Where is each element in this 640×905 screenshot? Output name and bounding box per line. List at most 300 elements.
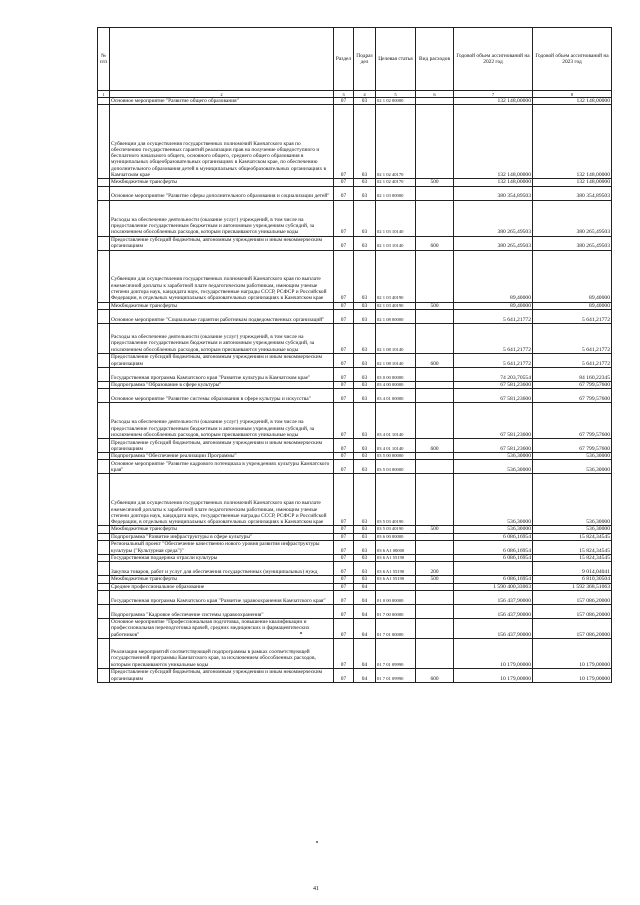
cell-name: Субвенции для осуществления государственных полномочий Камчатского края по выплате ежемесячной доплаты к заработной плате педагогическим работникам, имеющим ученые степени доктора наук, кандидата наук, государственные награды СССР, РСФСР и Российской Федерации, в отдельных муниципальных образовательных организациях в Камчатском крае (110, 250, 334, 302)
cell-pr: 03 (354, 200, 376, 236)
cell-pr: 04 (354, 590, 376, 604)
cell-y2022: 67 581,23600 (454, 381, 533, 388)
cell-y2022: 156 437,90000 (454, 618, 533, 638)
cell-y2022: 132 148,00000 (454, 105, 533, 179)
cell-rz: 07 (334, 250, 354, 302)
table-row (98, 389, 612, 403)
index-cell: 1 (98, 91, 110, 98)
cell-nn (98, 250, 110, 302)
cell-vr (416, 583, 454, 590)
cell-pr: 03 (354, 533, 376, 540)
cell-y2023: 132 148,00000 (533, 105, 612, 179)
cell-pr: 03 (354, 403, 376, 439)
cell-vr (416, 381, 454, 388)
table-row (98, 533, 612, 540)
cell-pr: 03 (354, 367, 376, 381)
cell-name: Основное мероприятие "Профессиональная подготовка, повышение квалификации и профессиональная переподготовка врачей, средних медицинских и фармацевтических работников" (110, 618, 334, 638)
cell-y2022: 6 086,16954 (454, 533, 533, 540)
cell-name: Межбюджетные трансферты (110, 302, 334, 309)
cell-vr: 200 (416, 562, 454, 576)
cell-nn (98, 105, 110, 179)
cell-y2023: 9 014,04041 (533, 562, 612, 576)
cell-y2022: 5 641,21772 (454, 309, 533, 323)
cell-y2023: 15 824,34545 (533, 541, 612, 555)
cell-pr: 03 (354, 302, 376, 309)
table-row (98, 179, 612, 186)
cell-nn (98, 668, 110, 682)
cell-rz: 07 (334, 439, 354, 453)
cell-y2023: 536,30000 (533, 453, 612, 460)
table-row (98, 439, 612, 453)
cell-y2023: 536,30000 (533, 474, 612, 526)
cell-name: Субвенции для осуществления государственных полномочий Камчатского края по выплате ежемесячной доплаты к заработной плате педагогическим работникам, имеющим ученые степени доктора наук, кандидата наук, государственные награды СССР, РСФСР и Российской Федерации, в отдельных муниципальных образовательных организациях в Камчатском крае (110, 474, 334, 526)
cell-name: Реализация мероприятий соответствующей подпрограммы в рамках соответствующей государственной программы Камчатского края, за исключением обособленных расходов, которым присваиваются уникальные коды (110, 638, 334, 668)
index-cell: 3 (334, 91, 354, 98)
cell-name: Государственная программа Камчатского края "Развитие здравоохранения Камчатского края" (110, 590, 334, 604)
cell-name: Субвенции для осуществления государственных полномочий Камчатского края по обеспечению государственных гарантий реализации прав на получение общедоступного и бесплатного начального общего, основного общего, среднего общего образования в муниципальных общеобразовательных организациях в Камчатском крае, по обеспечению дополнительного образования детей в муниципальных общеобразовательных организациях в Камчатском крае (110, 105, 334, 179)
cell-vr (416, 367, 454, 381)
table-row (98, 309, 612, 323)
cell-y2022: 132 148,00000 (454, 98, 533, 105)
cell-y2022: 74 203,70554 (454, 367, 533, 381)
cell-vr: 600 (416, 668, 454, 682)
cell-y2023: 380 265,49503 (533, 200, 612, 236)
table-row (98, 668, 612, 682)
cell-nn (98, 583, 110, 590)
table-row (98, 186, 612, 200)
cell-y2023: 10 179,00000 (533, 668, 612, 682)
cell-y2023: 5 641,21772 (533, 353, 612, 367)
cell-name: Расходы на обеспечение деятельности (оказание услуг) учреждений, в том числе на предоставление государственным бюджетным и автономным учреждениям субсидий, за исключением обособленных расходов, которым присваиваются уникальные коды (110, 323, 334, 353)
cell-pr: 03 (354, 186, 376, 200)
cell-rz: 07 (334, 367, 354, 381)
cell-rz: 07 (334, 526, 354, 533)
cell-rz: 07 (334, 668, 354, 682)
cell-pr: 03 (354, 439, 376, 453)
cell-csr: 01 7 01 09990 (376, 638, 416, 668)
cell-y2023: 15 824,34545 (533, 555, 612, 562)
cell-rz: 07 (334, 618, 354, 638)
cell-vr (416, 590, 454, 604)
cell-vr (416, 98, 454, 105)
cell-rz: 07 (334, 474, 354, 526)
table-row (98, 250, 612, 302)
cell-name: Основное мероприятие "Развитие системы образования в сфере культуры и искусства" (110, 389, 334, 403)
index-cell: 7 (454, 91, 533, 98)
cell-nn (98, 590, 110, 604)
cell-pr: 04 (354, 583, 376, 590)
cell-csr: 01 7 01 09990 (376, 668, 416, 682)
column-index-row (98, 91, 612, 98)
cell-rz: 07 (334, 576, 354, 583)
budget-table (97, 27, 612, 683)
cell-y2022: 67 581,23600 (454, 403, 533, 439)
cell-rz: 07 (334, 604, 354, 618)
cell-rz: 07 (334, 403, 354, 439)
cell-vr (416, 460, 454, 474)
cell-nn (98, 98, 110, 105)
table-row (98, 460, 612, 474)
cell-vr (416, 604, 454, 618)
cell-y2023: 157 086,20000 (533, 604, 612, 618)
cell-name: Предоставление субсидий бюджетным, автономным учреждениям и иным некоммерческим организациям (110, 236, 334, 250)
cell-y2022: 380 265,49503 (454, 236, 533, 250)
cell-pr: 03 (354, 474, 376, 526)
header-2022: Годовой объем ассигнований на 2022 год (454, 28, 533, 91)
cell-y2023: 157 086,20000 (533, 618, 612, 638)
cell-rz: 07 (334, 323, 354, 353)
cell-name: Расходы на обеспечение деятельности (оказание услуг) учреждений, в том числе на предоставление государственным бюджетным и автономным учреждениям субсидий, за исключением обособленных расходов, которым присваиваются уникальные коды (110, 200, 334, 236)
cell-y2022: 132 148,00000 (454, 179, 533, 186)
cell-y2023: 10 179,00000 (533, 638, 612, 668)
cell-csr: 02 1 03 00000 (376, 186, 416, 200)
cell-nn (98, 323, 110, 353)
cell-rz: 07 (334, 302, 354, 309)
cell-csr: 03 5 00 00000 (376, 453, 416, 460)
cell-vr (416, 186, 454, 200)
cell-rz: 07 (334, 186, 354, 200)
cell-rz: 07 (334, 381, 354, 388)
table-row (98, 381, 612, 388)
cell-y2023: 5 641,21772 (533, 309, 612, 323)
cell-vr: 500 (416, 526, 454, 533)
cell-csr: 03 5 03 40190 (376, 474, 416, 526)
cell-vr: 600 (416, 353, 454, 367)
cell-vr (416, 453, 454, 460)
cell-name: Закупка товаров, работ и услуг для обеспечения государственных (муниципальных) нужд (110, 562, 334, 576)
cell-y2023: 67 799,57600 (533, 439, 612, 453)
cell-name: Основное мероприятие "Социальные гарантии работникам подведомственных организаций" (110, 309, 334, 323)
cell-y2022: 10 179,00000 (454, 668, 533, 682)
cell-y2022: 67 581,23600 (454, 389, 533, 403)
cell-pr: 03 (354, 460, 376, 474)
cell-vr: 500 (416, 179, 454, 186)
cell-y2023: 132 148,00000 (533, 179, 612, 186)
cell-nn (98, 526, 110, 533)
cell-csr: 03 4 01 10140 (376, 439, 416, 453)
cell-vr (416, 389, 454, 403)
cell-y2022: 89,40000 (454, 302, 533, 309)
header-csr: Целевая статья (376, 28, 416, 91)
cell-pr: 03 (354, 179, 376, 186)
cell-rz: 07 (334, 555, 354, 562)
table-row (98, 541, 612, 555)
cell-csr: 02 1 03 10140 (376, 200, 416, 236)
cell-vr (416, 403, 454, 439)
cell-vr (416, 250, 454, 302)
table-row (98, 583, 612, 590)
cell-nn (98, 179, 110, 186)
cell-name: Среднее профессиональное образование (110, 583, 334, 590)
header-nn: № п/п (98, 28, 110, 91)
table-row (98, 526, 612, 533)
table-row (98, 576, 612, 583)
cell-pr: 03 (354, 555, 376, 562)
cell-name: Государственная программа Камчатского края "Развитие культуры в Камчатском крае" (110, 367, 334, 381)
cell-nn (98, 474, 110, 526)
cell-y2023: 67 799,57600 (533, 389, 612, 403)
cell-rz: 07 (334, 583, 354, 590)
table-row (98, 200, 612, 236)
cell-y2023: 6 810,30504 (533, 576, 612, 583)
cell-nn (98, 638, 110, 668)
cell-nn (98, 302, 110, 309)
cell-pr: 03 (354, 381, 376, 388)
table-row (98, 353, 612, 367)
cell-name: Межбюджетные трансферты (110, 526, 334, 533)
cell-pr: 03 (354, 309, 376, 323)
cell-y2022: 536,30000 (454, 474, 533, 526)
cell-y2022: 536,30000 (454, 526, 533, 533)
cell-csr: 02 1 03 40190 (376, 250, 416, 302)
cell-vr (416, 541, 454, 555)
cell-rz: 07 (334, 309, 354, 323)
cell-csr: 03 4 00 00000 (376, 381, 416, 388)
cell-rz: 07 (334, 353, 354, 367)
cell-name: Подпрограмма "Обеспечение реализации Программы" (110, 453, 334, 460)
cell-vr (416, 555, 454, 562)
cell-pr: 03 (354, 576, 376, 583)
cell-name: Основное мероприятие "Развитие сферы дополнительного образования и социализации детей" (110, 186, 334, 200)
table-row (98, 367, 612, 381)
cell-pr: 03 (354, 98, 376, 105)
cell-y2022: 380 265,49503 (454, 200, 533, 236)
cell-nn (98, 353, 110, 367)
cell-nn (98, 309, 110, 323)
cell-rz: 07 (334, 200, 354, 236)
scan-speck (316, 841, 318, 843)
cell-vr (416, 323, 454, 353)
cell-csr: 02 1 08 00000 (376, 309, 416, 323)
page-number: 41 (313, 886, 319, 892)
cell-name: Расходы на обеспечение деятельности (оказание услуг) учреждений, в том числе на предоставление государственным бюджетным и автономным учреждениям субсидий, за исключением обособленных расходов, которым присваиваются уникальные коды (110, 403, 334, 439)
index-cell: 8 (533, 91, 612, 98)
cell-rz: 07 (334, 638, 354, 668)
header-vr: Вид расходов (416, 28, 454, 91)
cell-rz: 07 (334, 98, 354, 105)
cell-nn (98, 604, 110, 618)
cell-csr: 02 1 03 40190 (376, 302, 416, 309)
cell-name: Предоставление субсидий бюджетным, автономным учреждениям и иным некоммерческим организациям (110, 353, 334, 367)
table-body (98, 98, 612, 683)
cell-rz: 07 (334, 453, 354, 460)
cell-y2022: 380 354,89503 (454, 186, 533, 200)
cell-y2022: 89,40000 (454, 250, 533, 302)
cell-name: Подпрограмма "Образование в сфере культуры" (110, 381, 334, 388)
cell-y2023: 536,30000 (533, 526, 612, 533)
cell-csr: 02 1 08 10140 (376, 353, 416, 367)
cell-csr: 03 6 A1 55190 (376, 555, 416, 562)
cell-csr: 03 6 00 00000 (376, 533, 416, 540)
cell-vr (416, 533, 454, 540)
table-row (98, 236, 612, 250)
cell-y2023: 5 641,21772 (533, 323, 612, 353)
cell-y2022: 1 590 400,33063 (454, 583, 533, 590)
cell-rz: 07 (334, 562, 354, 576)
header-podrazdel: Подраздел (354, 28, 376, 91)
cell-nn (98, 186, 110, 200)
table-row (98, 323, 612, 353)
cell-nn (98, 541, 110, 555)
cell-y2022: 5 641,21772 (454, 353, 533, 367)
cell-csr: 01 0 00 00000 (376, 590, 416, 604)
cell-nn (98, 453, 110, 460)
table-row (98, 302, 612, 309)
cell-nn (98, 576, 110, 583)
cell-csr: 03 4 01 10140 (376, 403, 416, 439)
cell-nn (98, 403, 110, 439)
cell-y2023: 157 086,20000 (533, 590, 612, 604)
cell-y2022 (454, 562, 533, 576)
cell-y2023: 132 148,00000 (533, 98, 612, 105)
cell-vr (416, 200, 454, 236)
cell-nn (98, 555, 110, 562)
cell-pr: 03 (354, 105, 376, 179)
cell-csr: 03 5 03 00000 (376, 460, 416, 474)
cell-pr: 03 (354, 236, 376, 250)
cell-nn (98, 533, 110, 540)
table-row (98, 474, 612, 526)
cell-pr: 04 (354, 668, 376, 682)
table-header-row (98, 28, 612, 91)
cell-csr: 03 0 00 00000 (376, 367, 416, 381)
index-cell: 6 (416, 91, 454, 98)
cell-y2023: 84 160,22345 (533, 367, 612, 381)
cell-y2022: 6 086,16954 (454, 555, 533, 562)
header-razdel: Раздел (334, 28, 354, 91)
index-cell: 4 (354, 91, 376, 98)
cell-vr (416, 105, 454, 179)
cell-nn (98, 460, 110, 474)
table-row (98, 562, 612, 576)
cell-csr (376, 583, 416, 590)
table-row (98, 618, 612, 638)
cell-name: Подпрограмма "Кадровое обеспечение системы здравоохранения" (110, 604, 334, 618)
cell-y2023: 15 824,34545 (533, 533, 612, 540)
cell-rz: 07 (334, 533, 354, 540)
cell-y2022: 5 641,21772 (454, 323, 533, 353)
index-cell: 2 (110, 91, 334, 98)
cell-pr: 03 (354, 541, 376, 555)
cell-y2022: 6 086,16954 (454, 541, 533, 555)
cell-nn (98, 200, 110, 236)
cell-vr (416, 474, 454, 526)
cell-csr: 01 7 01 00000 (376, 618, 416, 638)
cell-csr: 02 1 02 40170 (376, 179, 416, 186)
cell-y2022: 536,30000 (454, 453, 533, 460)
cell-rz: 07 (334, 236, 354, 250)
cell-y2023: 536,30000 (533, 460, 612, 474)
cell-y2023: 67 799,57600 (533, 381, 612, 388)
cell-rz: 07 (334, 179, 354, 186)
cell-name: Подпрограмма "Развитие инфраструктуры в сфере культуры" (110, 533, 334, 540)
cell-y2023: 1 592 368,51063 (533, 583, 612, 590)
cell-nn (98, 389, 110, 403)
cell-pr: 03 (354, 526, 376, 533)
scan-speck (300, 632, 302, 634)
cell-rz: 07 (334, 460, 354, 474)
cell-name: Межбюджетные трансферты (110, 576, 334, 583)
index-cell: 5 (376, 91, 416, 98)
cell-y2023: 380 354,89503 (533, 186, 612, 200)
cell-pr: 03 (354, 389, 376, 403)
cell-vr (416, 618, 454, 638)
cell-csr: 02 1 08 10140 (376, 323, 416, 353)
cell-vr (416, 638, 454, 668)
table-row (98, 453, 612, 460)
cell-name: Предоставление субсидий бюджетным, автономным учреждениям и иным некоммерческим организациям (110, 439, 334, 453)
cell-nn (98, 367, 110, 381)
cell-vr: 500 (416, 576, 454, 583)
cell-y2022: 156 437,90000 (454, 604, 533, 618)
cell-pr: 04 (354, 618, 376, 638)
table-row (98, 638, 612, 668)
cell-name: Межбюджетные трансферты (110, 179, 334, 186)
table-row (98, 105, 612, 179)
cell-rz: 07 (334, 541, 354, 555)
cell-y2023: 380 265,49503 (533, 236, 612, 250)
cell-vr (416, 309, 454, 323)
cell-pr: 03 (354, 250, 376, 302)
cell-csr: 02 1 02 40170 (376, 105, 416, 179)
cell-rz: 07 (334, 105, 354, 179)
cell-nn (98, 562, 110, 576)
cell-name: Государственная поддержка отрасли культуры (110, 555, 334, 562)
cell-y2023: 89,40000 (533, 250, 612, 302)
cell-csr: 03 6 A1 55190 (376, 576, 416, 583)
cell-nn (98, 236, 110, 250)
cell-y2022: 6 086,16954 (454, 576, 533, 583)
table-row (98, 604, 612, 618)
table-row (98, 555, 612, 562)
cell-pr: 03 (354, 323, 376, 353)
header-2023: Годовой объем ассигнований на 2023 год (533, 28, 612, 91)
cell-nn (98, 439, 110, 453)
table-row (98, 590, 612, 604)
cell-pr: 03 (354, 453, 376, 460)
cell-name: Региональный проект "Обеспечение качественно нового уровня развития инфраструктуры культуры ("Культурная среда")" (110, 541, 334, 555)
cell-csr: 02 1 02 00000 (376, 98, 416, 105)
cell-rz: 07 (334, 389, 354, 403)
cell-vr: 600 (416, 236, 454, 250)
cell-pr: 03 (354, 353, 376, 367)
cell-pr: 04 (354, 604, 376, 618)
cell-pr: 03 (354, 562, 376, 576)
cell-y2022: 536,30000 (454, 460, 533, 474)
cell-y2022: 10 179,00000 (454, 638, 533, 668)
cell-y2023: 67 799,57600 (533, 403, 612, 439)
cell-name: Предоставление субсидий бюджетным, автономным учреждениям и иным некоммерческим организациям (110, 668, 334, 682)
cell-vr: 600 (416, 439, 454, 453)
cell-y2022: 67 581,23600 (454, 439, 533, 453)
table-row (98, 403, 612, 439)
cell-y2022: 156 437,90000 (454, 590, 533, 604)
cell-y2023: 89,40000 (533, 302, 612, 309)
header-name (110, 28, 334, 91)
cell-csr: 03 6 A1 00000 (376, 541, 416, 555)
cell-nn (98, 618, 110, 638)
cell-vr: 500 (416, 302, 454, 309)
cell-nn (98, 381, 110, 388)
cell-name: Основное мероприятие "Развитие общего образования" (110, 98, 334, 105)
cell-name: Основное мероприятие "Развитие кадрового потенциала в учреждениях культуры Камчатского края" (110, 460, 334, 474)
cell-csr: 03 5 03 40190 (376, 526, 416, 533)
cell-csr: 01 7 00 00000 (376, 604, 416, 618)
cell-csr: 03 6 A1 55190 (376, 562, 416, 576)
table-row (98, 98, 612, 105)
cell-csr: 03 4 01 00000 (376, 389, 416, 403)
cell-pr: 04 (354, 638, 376, 668)
